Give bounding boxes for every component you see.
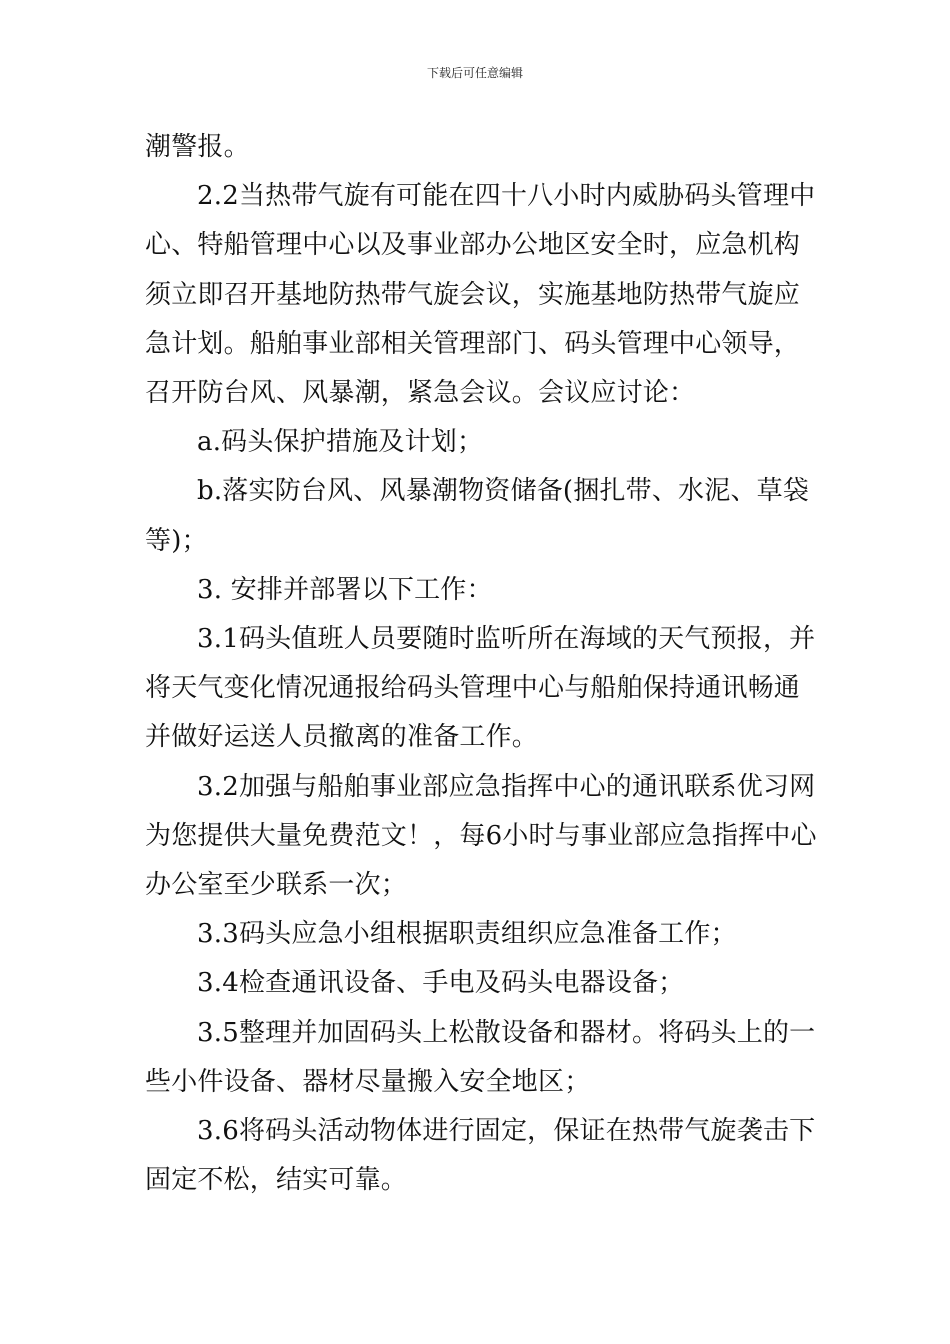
text-line: 并做好运送人员撤离的准备工作。 [145,722,539,753]
page-header: 下载后可任意编辑 [426,66,523,80]
text-line: 召开防台风、风暴潮，紧急会议。会议应讨论： [145,378,696,409]
text-line: 潮警报。 [145,132,250,162]
text-line: a.码头保护措施及计划； [197,427,484,458]
text-line: 急计划。船舶事业部相关管理部门、码头管理中心领导， [145,328,801,359]
text-line: 为您提供大量免费范文！，每6小时与事业部应急指挥中心 [145,820,817,851]
text-line: 3.5整理并加固码头上松散设备和器材。将码头上的一 [197,1017,816,1048]
text-line: 3.1码头值班人员要随时监听所在海域的天气预报，并 [197,624,816,655]
text-line: 办公室至少联系一次； [145,870,408,901]
text-line: 些小件设备、器材尽量搬入安全地区； [145,1066,591,1097]
text-line: 3.6将码头活动物体进行固定，保证在热带气旋袭击下 [197,1116,816,1147]
document-body [145,123,817,1205]
text-line: 2.2当热带气旋有可能在四十八小时内威胁码头管理中 [197,181,816,212]
text-line: 3.4检查通讯设备、手电及码头电器设备； [197,968,685,999]
text-line: 将天气变化情况通报给码头管理中心与船舶保持通讯畅通 [145,673,801,704]
text-line: 心、特船管理中心以及事业部办公地区安全时，应急机构 [145,230,801,261]
text-line: 固定不松，结实可靠。 [145,1165,408,1196]
text-line: 须立即召开基地防热带气旋会议，实施基地防热带气旋应 [145,279,801,310]
text-line: 3. 安排并部署以下工作： [197,574,493,605]
text-line: 等)； [145,525,208,556]
text-line: 3.2加强与船舶事业部应急指挥中心的通讯联系优习网 [197,771,816,802]
text-line: b.落实防台风、风暴潮物资储备(捆扎带、水泥、草袋 [197,476,810,507]
text-line: 3.3码头应急小组根据职责组织应急准备工作； [197,919,737,950]
